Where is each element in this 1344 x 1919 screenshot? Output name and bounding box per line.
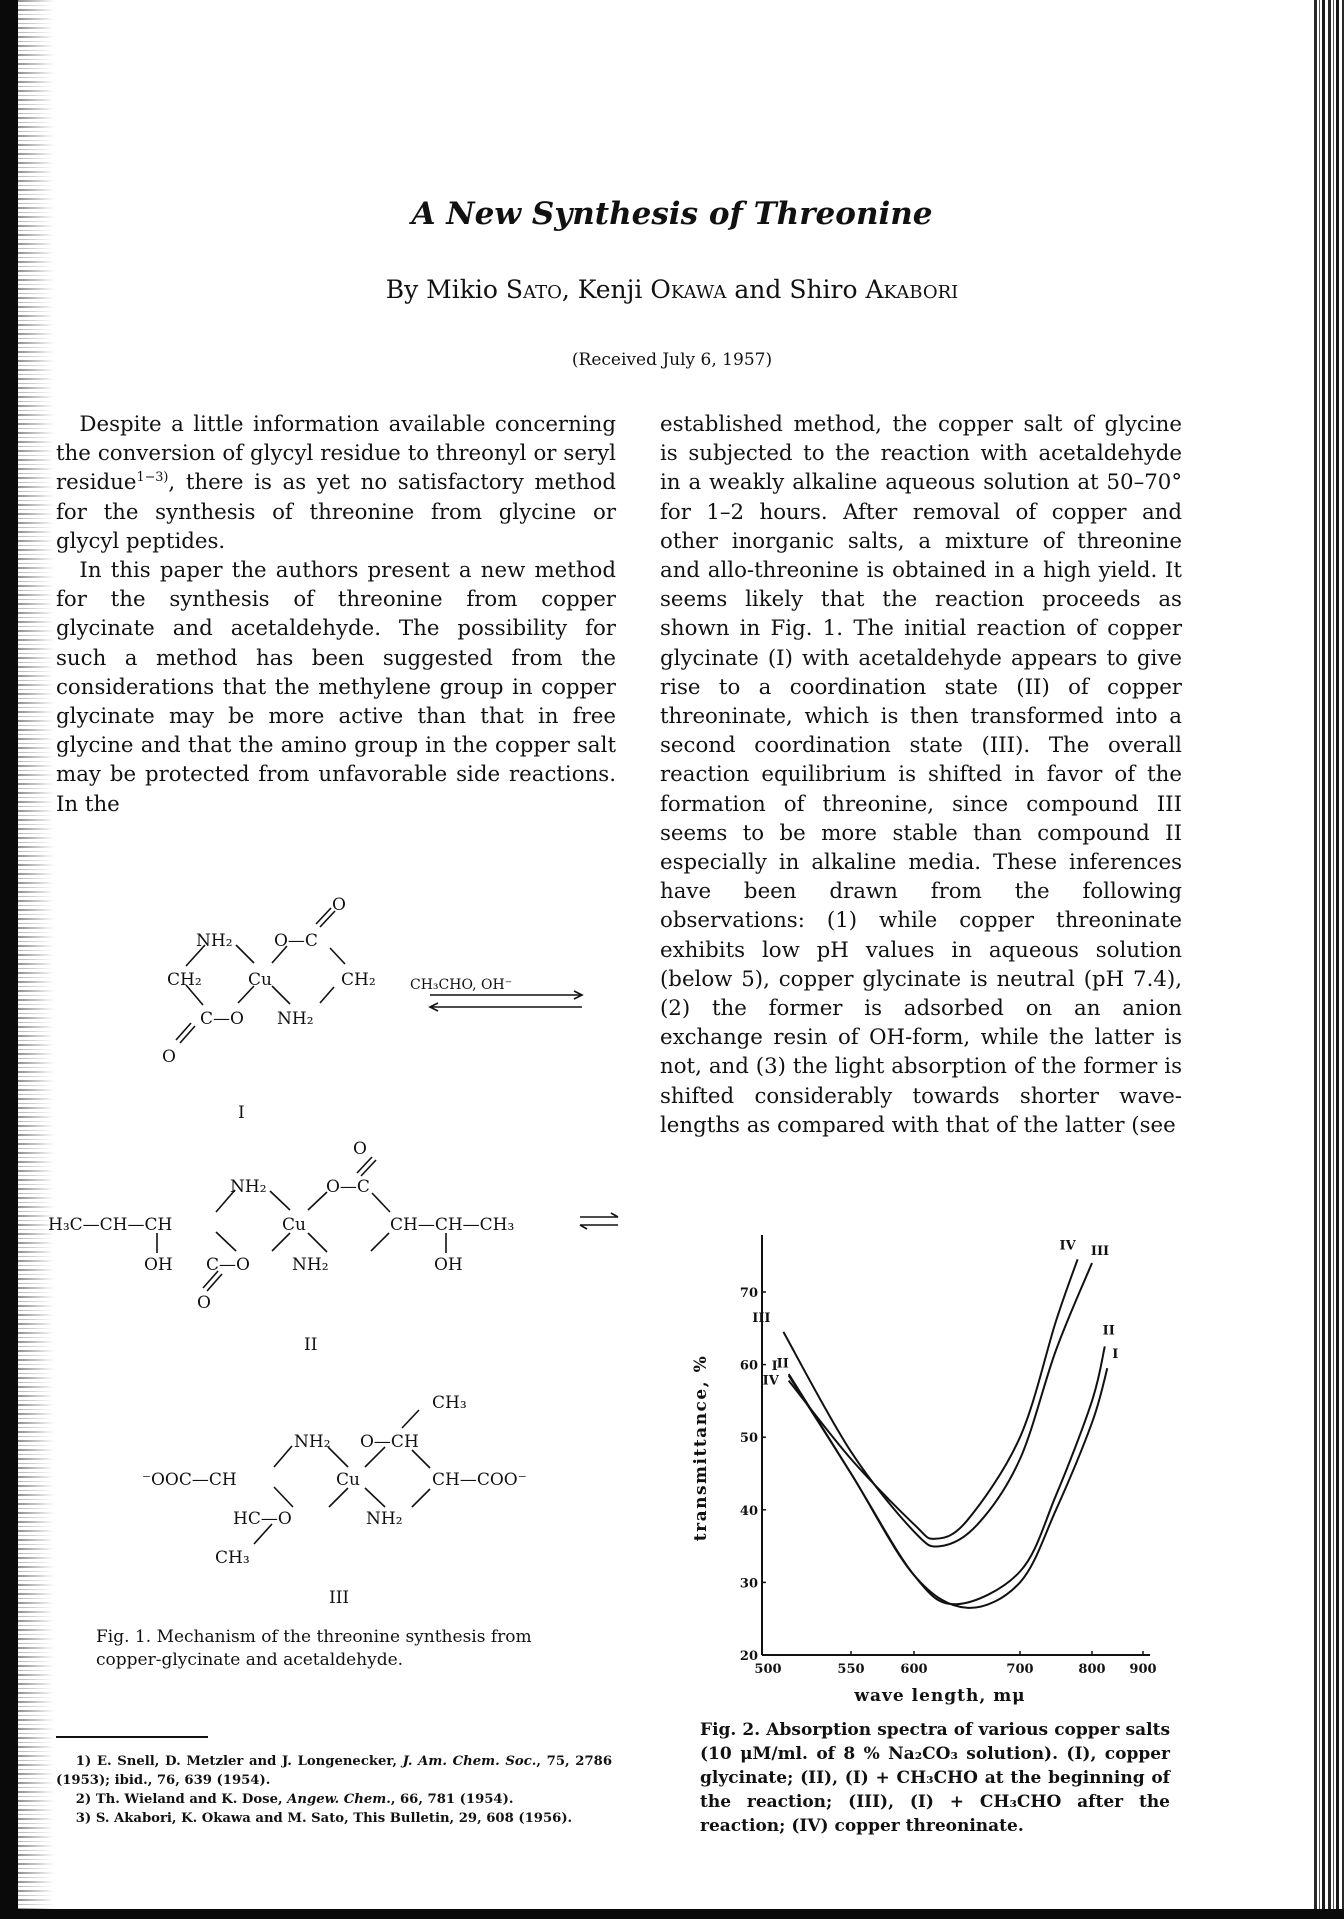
footnote-journal: J. Am. Chem. Soc. [402,1754,537,1769]
atom-label: ⁻OOC—CH [142,1470,237,1490]
compound-label-1: I [238,1103,245,1123]
footnote [56,1790,612,1809]
y-tick-label: 20 [739,1649,758,1664]
caption-label: Fig. 2. [700,1720,761,1740]
series-label-II: II [776,1356,789,1372]
footnote-number: 3) [75,1811,92,1826]
chart-series [752,1238,1118,1608]
series-label-III: III [752,1310,771,1326]
atom-label: O—C [274,931,318,951]
footnote [56,1752,612,1790]
atom-label: O [332,895,346,915]
y-tick-label: 50 [739,1431,758,1447]
footnote-journal: Angew. Chem. [287,1792,391,1807]
footnote [56,1809,612,1828]
article-title: A New Synthesis of Threonine [411,196,933,232]
footnote-number: 2) [75,1792,92,1807]
series-label-IV: IV [1059,1238,1076,1254]
chart-axes [740,1235,1157,1677]
figure-2-caption [700,1718,1170,1838]
series-label-II: II [1102,1323,1115,1339]
atom-label: NH₂ [196,931,233,951]
authors-text: , Kenji [561,275,651,304]
atom-label: CH₂ [341,970,376,990]
atom-label: HC—O [233,1509,292,1529]
atom-label: Cu [282,1215,306,1235]
series-label-III: III [1090,1243,1110,1259]
atom-label: C—O [200,1009,244,1029]
atom-label: CH₃ [215,1548,250,1568]
x-tick-label: 550 [837,1662,865,1677]
series-label-I: I [1112,1347,1119,1363]
received-date: (Received July 6, 1957) [571,350,773,370]
paragraph: In this paper the authors present a new method for the synthesis of threonine from copper glycinate and acetaldehyde. The possibility for such a method has been suggested from the considerations that the methylene group in copper glycinate may be more active than that in free glycine and that the amino group in the copper salt may be protected from unfavorable side reactions. In the [56,558,616,817]
atom-label: CH—COO⁻ [432,1470,527,1490]
atom-label: C—O [206,1255,250,1275]
reference-marker: 1−3) [136,470,169,486]
x-tick-label: 600 [900,1662,928,1677]
atom-label: O [197,1293,211,1313]
footnotes [56,1752,612,1828]
series-line-III [783,1263,1092,1547]
atom-label: O—CH [360,1432,419,1452]
atom-label: CH—CH—CH₃ [390,1215,515,1235]
figure-1-mechanism [40,890,640,1630]
y-tick-label: 70 [739,1286,758,1301]
caption-text: Absorption spectra of various copper salts (10 μM/ml. of 8 % Na₂CO₃ solution). (I), copper glycinate; (II), (I) + CH₃CHO at the beginning of the reaction; (III), (I) + CH₃CHO after the reaction; (IV) copper threoninate. [700,1720,1171,1836]
body-column-left [56,410,616,819]
absorption-spectra-plot [680,1230,1160,1690]
atoms-compound-1 [162,895,512,1123]
footnote-text: , 66, 781 (1954). [390,1792,514,1807]
x-tick-label: 900 [1129,1662,1157,1677]
caption-text: Mechanism of the threonine synthesis from copper-glycinate and acetaldehyde. [96,1627,532,1670]
y-tick-label: 30 [739,1576,758,1592]
x-tick-label: 500 [754,1662,782,1677]
atom-label: OH [144,1255,173,1275]
series-line-II [789,1346,1105,1604]
reaction-reagent: CH₃CHO, OH⁻ [410,977,513,993]
atom-label: H₃C—CH—CH [48,1215,173,1235]
author-surname: Okawa [650,275,727,304]
atom-label: NH₂ [277,1009,314,1029]
footnote-text: Th. Wieland and K. Dose, [95,1792,288,1807]
atom-label: O [162,1047,176,1067]
atom-label: NH₂ [230,1177,267,1197]
atom-label: CH₃ [432,1393,467,1413]
series-label-IV: IV [762,1373,779,1389]
atoms-compound-3 [142,1393,527,1608]
atoms-compound-2 [48,1139,514,1355]
scan-edge-bottom [0,1909,1344,1919]
caption-label: Fig. 1. [96,1627,152,1647]
footnote-number: 1) [75,1754,92,1769]
body-column-right [660,410,1182,1140]
paragraph-text: Despite a little information available concerning the conversion of glycyl residue to threonyl or seryl residue [56,412,616,496]
series-line-IV [789,1259,1078,1539]
footnote-text: , 75, 2786 (1953); ibid., 76, 639 (1954). [56,1754,612,1788]
x-tick-label: 800 [1078,1662,1106,1677]
atom-label: O—C [326,1177,370,1197]
x-axis-label: wave length, mμ [854,1686,1026,1706]
footnote-rule [56,1736,208,1738]
compound-label-2: II [304,1335,318,1355]
authors-text: By Mikio [385,275,506,304]
compound-label-3: III [329,1588,350,1608]
paragraph: established method, the copper salt of glycine is subjected to the reaction with acetaldehyde in a weakly alkaline aqueous solution at 50–70° for 1–2 hours. After removal of copper and other inorganic salts, a mixture of threonine and allo-threonine is obtained in a high yield. It seems likely that the reaction proceeds as shown in Fig. 1. The initial reaction of copper glycinate (I) with acetaldehyde appears to give rise to a coordination state (II) of copper threoninate, which is then transformed into a second coordination state (III). The overall reaction equilibrium is shifted in favor of the formation of threonine, since compound III seems to be more stable than compound II especially in alkaline media. These inferences have been drawn from the following observations: (1) while copper threoninate exhibits low pH values in aqueous solution (below 5), copper glycinate is neutral (pH 7.4), (2) the former is adsorbed on an anion exchange resin of OH-form, while the latter is not, and (3) the light absorption of the former is shifted considerably towards shorter wave-lengths as compared with that of the latter (see [660,412,1182,1138]
author-surname: Akabori [865,275,959,304]
atom-label: NH₂ [366,1509,403,1529]
footnote-text: E. Snell, D. Metzler and J. Longenecker, [96,1754,403,1769]
paragraph-text: , there is as yet no satisfactory method for the synthesis of threonine from glycine or glycyl peptides. [56,470,616,554]
y-tick-label: 60 [739,1358,758,1374]
atom-label: OH [434,1255,463,1275]
atom-label: NH₂ [292,1255,329,1275]
atom-label: CH₂ [167,970,202,990]
author-surname: Sato [505,275,562,304]
authors-text: and Shiro [726,275,866,304]
atom-label: O [353,1139,367,1159]
x-tick-label: 700 [1006,1662,1034,1677]
paragraph [56,410,616,556]
atom-label: NH₂ [294,1432,331,1452]
series-label-I: I [771,1359,778,1375]
atom-label: Cu [248,970,272,990]
article-authors [0,275,1344,304]
figure-1-caption [96,1626,566,1672]
footnote-text: S. Akabori, K. Okawa and M. Sato, This Bulletin, 29, 608 (1956). [95,1811,573,1826]
y-axis-label: transmittance, % [691,1354,711,1542]
y-tick-label: 40 [739,1503,758,1519]
figure-2-chart [680,1230,1160,1690]
atom-label: Cu [336,1470,360,1490]
mechanism-diagram [40,890,640,1630]
